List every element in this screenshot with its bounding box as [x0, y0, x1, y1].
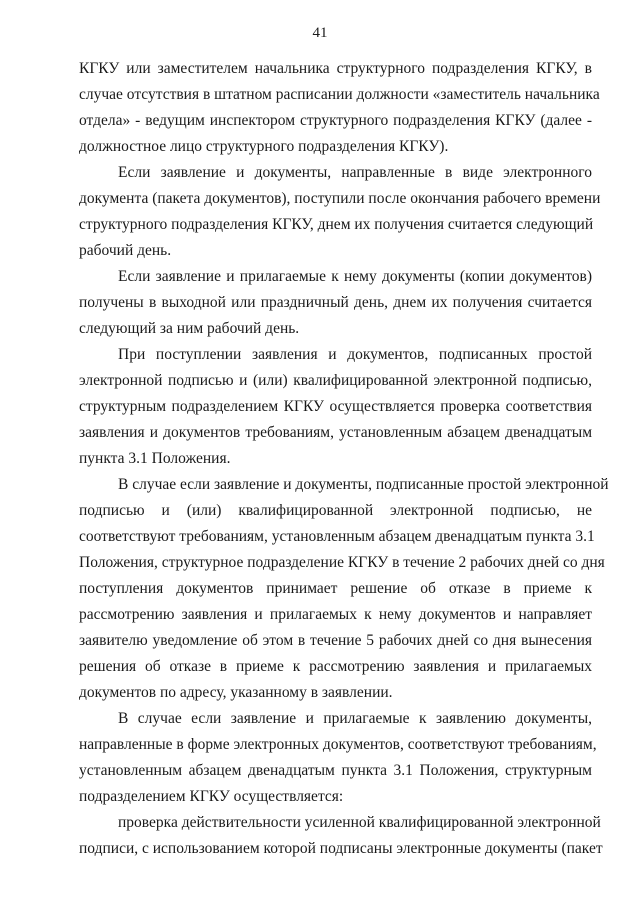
text-line: В случае если заявление и прилагаемые к заявлению документы, — [118, 710, 592, 727]
text-line: документов по адресу, указанному в заявлении. — [79, 684, 393, 701]
text-line: При поступлении заявления и документов, подписанных простой — [118, 346, 592, 363]
text-line: подписью и (или) квалифицированной электронной подписью, не — [79, 502, 592, 519]
text-line: заявителю уведомление об этом в течение 5 рабочих дней со дня вынесения — [79, 632, 592, 649]
text-line: заявления и документов требованиям, установленным абзацем двенадцатым — [79, 424, 592, 441]
text-line: электронной подписью и (или) квалифицированной электронной подписью, — [79, 372, 592, 389]
text-line: В случае если заявление и документы, подписанные простой электронной — [118, 476, 609, 493]
text-line: должностное лицо структурного подразделения КГКУ). — [79, 138, 449, 155]
text-line: пункта 3.1 Положения. — [79, 450, 231, 467]
text-line: получены в выходной или праздничный день, днем их получения считается — [79, 294, 592, 311]
text-line: поступления документов принимает решение об отказе в приеме к — [79, 580, 592, 597]
text-line: структурного подразделения КГКУ, днем их получения считается следующий — [79, 216, 594, 233]
text-line: решения об отказе в приеме к рассмотрению заявления и прилагаемых — [79, 658, 592, 675]
text-line: отдела» - ведущим инспектором структурного подразделения КГКУ (далее - — [79, 112, 592, 129]
text-line: рассмотрению заявления и прилагаемых к нему документов и направляет — [79, 606, 592, 623]
text-line: установленным абзацем двенадцатым пункта 3.1 Положения, структурным — [79, 762, 592, 779]
text-line: подразделением КГКУ осуществляется: — [79, 788, 344, 805]
text-line: КГКУ или заместителем начальника структурного подразделения КГКУ, в — [79, 60, 592, 77]
text-line: Если заявление и прилагаемые к нему документы (копии документов) — [118, 268, 592, 285]
text-line: документа (пакета документов), поступили после окончания рабочего времени — [79, 190, 601, 207]
text-line: структурным подразделением КГКУ осуществляется проверка соответствия — [79, 398, 592, 415]
text-line: проверка действительности усиленной квалифицированной электронной — [118, 814, 601, 831]
text-line: подписи, с использованием которой подписаны электронные документы (пакет — [79, 840, 603, 857]
text-line: соответствуют требованиям, установленным абзацем двенадцатым пункта 3.1 — [79, 528, 595, 545]
text-line: Положения, структурное подразделение КГКУ в течение 2 рабочих дней со дня — [79, 554, 605, 571]
page-number: 41 — [312, 25, 328, 41]
text-line: Если заявление и документы, направленные в виде электронного — [118, 164, 592, 181]
text-line: направленные в форме электронных документов, соответствуют требованиям, — [79, 736, 597, 753]
text-line: случае отсутствия в штатном расписании должности «заместитель начальника — [79, 86, 600, 103]
text-line: рабочий день. — [79, 242, 172, 259]
text-line: следующий за ним рабочий день. — [79, 320, 300, 337]
